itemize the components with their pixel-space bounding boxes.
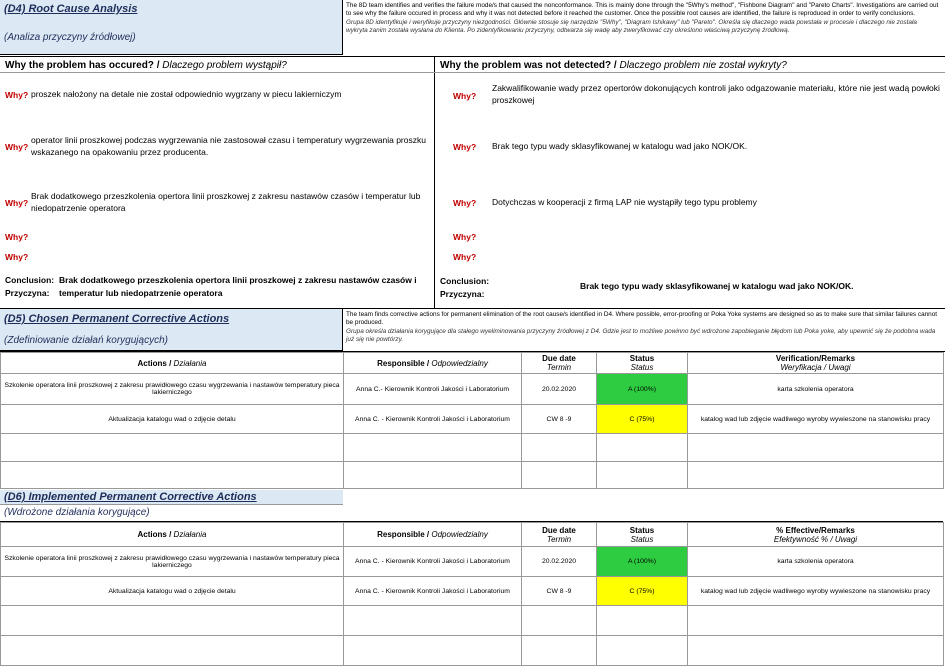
conclusion-label-pl: Przyczyna: xyxy=(5,288,50,298)
col-actions-pl: Działania xyxy=(173,358,207,368)
occurred-heading: Why the problem has occured? / Dlaczego problem wystąpił? xyxy=(5,60,287,71)
conclusion-right: Brak tego typu wady sklasyfikowanej w katalogu wad jako NOK/OK. xyxy=(580,281,854,291)
col-verification-pl: Weryfikacja / Uwagi xyxy=(780,363,851,372)
col-status-en: Status xyxy=(629,354,655,363)
table-row xyxy=(1,405,944,434)
occurred-heading-en: Why the problem has occured? xyxy=(5,60,154,71)
d5-subtitle: (Zdefiniowanie działań korygujących) xyxy=(4,335,168,346)
col-effective-en: % Effective/Remarks xyxy=(776,525,855,535)
due-cell: CW 8 -9 xyxy=(522,405,597,434)
col-responsible-pl: Odpowiedzialny xyxy=(431,358,488,368)
d5-actions-table xyxy=(0,352,944,489)
col-effective xyxy=(688,523,944,547)
col-responsible-en: Responsible / xyxy=(377,358,430,368)
col-actions xyxy=(1,353,344,374)
col-status-pl: Status xyxy=(630,534,654,544)
col-status xyxy=(597,523,688,547)
why-label: Why? xyxy=(5,142,29,152)
conclusion-label: Conclusion: xyxy=(5,275,55,285)
divider xyxy=(0,56,945,57)
col-actions-en: Actions / xyxy=(137,530,172,539)
table-row xyxy=(1,374,944,405)
d6-title: (D6) Implemented Permanent Corrective Actions xyxy=(4,491,257,503)
d4-description-pl: Grupa 8D identyfikuje i weryfikuje przyczyny niezgodności. Głównie stosuje się narzędzie "5Why", "Diagram Ishikawy" lub "Pareto". Określa się dlaczego wada powstała w procesie i dlaczego nie została wykryta zanim została wysłana do Klienta. Po zidentyfikowaniu przyczyny, odtwarza się wadę aby zweryfikować czy określono właściwą przyczynę źródłową. xyxy=(346,18,917,34)
notdetected-why-2: Brak tego typu wady sklasyfikowanej w katalogu wad jako NOK/OK. xyxy=(492,141,748,151)
conclusion-label-left xyxy=(5,274,54,300)
notdetected-why-3: Dotychczas w kooperacji z firmą LAP nie wystąpiły tego typu problemy xyxy=(492,197,757,207)
conclusion-label-pl: Przyczyna: xyxy=(440,289,485,299)
conclusion-label: Conclusion: xyxy=(440,276,490,286)
why-label: Why? xyxy=(453,252,477,262)
col-actions-en: Actions / xyxy=(137,358,172,368)
why-label: Why? xyxy=(5,252,29,262)
col-status-pl: Status xyxy=(630,363,654,372)
d5-description xyxy=(346,311,940,344)
occurred-heading-pl: Dlaczego problem wystąpił? xyxy=(162,60,287,71)
why-label: Why? xyxy=(453,232,477,242)
action-cell: Aktualizacja katalogu wad o zdjęcie detalu xyxy=(1,405,344,434)
status-cell: A (100%) xyxy=(597,547,688,577)
action-cell: Szkolenie operatora linii proszkowej z zakresu prawidłowego czasu wygrzewania i nastawów temperatury pieca lakierniczego xyxy=(1,374,344,405)
status-cell: C (75%) xyxy=(597,405,688,434)
notdetected-heading-pl: Dlaczego problem nie został wykryty? xyxy=(619,60,787,71)
responsible-cell: Anna C.- Kierownik Kontroli Jakości i Laboratorium xyxy=(344,374,522,405)
col-verification xyxy=(688,353,944,374)
table-row xyxy=(1,434,944,462)
col-actions-pl: Działania xyxy=(173,530,207,539)
conclusion-label-right xyxy=(440,275,489,301)
table-row xyxy=(1,462,944,489)
table-header-row xyxy=(1,353,944,374)
d4-subtitle: (Analiza przyczyny źródłowej) xyxy=(4,32,136,43)
col-due xyxy=(522,353,597,374)
due-cell: 20.02.2020 xyxy=(522,547,597,577)
col-verification-en: Verification/Remarks xyxy=(775,354,856,363)
col-actions xyxy=(1,523,344,547)
d4-title: (D4) Root Cause Analysis xyxy=(4,3,138,15)
d5-description-en: The team finds corrective actions for permanent elimination of the root cause/s identified in D4. Where possible, error-proofing or Poka Yoke systems are designed so as to make sure that similar failures cannot be produced. xyxy=(346,311,938,326)
notdetected-heading: Why the problem was not detected? / Dlaczego problem nie został wykryty? xyxy=(440,60,787,71)
remark-cell: katalog wad lub zdjęcie wadliwego wyroby wywieszone na stanowisku pracy xyxy=(688,577,944,606)
table-row xyxy=(1,636,944,666)
d4-description xyxy=(346,2,940,35)
conclusion-left: Brak dodatkowego przeszkolenia opertora linii proszkowej z zakresu nastawów czasów i temperatur lub niedopatrzenie operatora xyxy=(59,275,417,298)
col-due-pl: Termin xyxy=(546,363,572,372)
due-cell: CW 8 -9 xyxy=(522,577,597,606)
notdetected-heading-en: Why the problem was not detected? xyxy=(440,60,612,71)
divider xyxy=(0,72,945,73)
action-cell: Aktualizacja katalogu wad o zdjęcie detalu xyxy=(1,577,344,606)
d5-description-pl: Grupa określa działania korygujące dla stałego wyeliminowania przyczyny źródłowej z D4. Gdzie jest to możliwe powinno być wdrożone zapobieganie błędom lub Poka yoke, aby upewnić się że podobna wada już się nie powtórzy. xyxy=(346,327,936,343)
occurred-why-2: operator linii proszkowej podczas wygrzewania nie zastosował czasu i temperatury wygrzewania proszku wskazanego na opakowaniu przez producenta. xyxy=(31,135,426,157)
table-row xyxy=(1,606,944,636)
table-row xyxy=(1,577,944,606)
occurred-why-1: proszek nałożony na detale nie został odpowiednio wygrzany w piecu lakierniczym xyxy=(31,89,342,99)
col-responsible xyxy=(344,523,522,547)
action-cell: Szkolenie operatora linii proszkowej z zakresu prawidłowego czasu wygrzewania i nastawów temperatury pieca lakierniczego xyxy=(1,547,344,577)
column-divider xyxy=(434,57,435,308)
col-due-en: Due date xyxy=(542,354,576,363)
col-due xyxy=(522,523,597,547)
status-cell: C (75%) xyxy=(597,577,688,606)
col-status-en: Status xyxy=(629,525,655,535)
d6-subtitle: (Wdrożone działania korygujące) xyxy=(4,507,150,518)
col-responsible-pl: Odpowiedzialny xyxy=(431,530,488,539)
col-due-pl: Termin xyxy=(546,534,572,544)
occurred-why-3: Brak dodatkowego przeszkolenia opertora linii proszkowej z zakresu nastawów czasów i temperatur lub niedopatrzenie operatora xyxy=(31,191,421,213)
responsible-cell: Anna C. - Kierownik Kontroli Jakości i Laboratorium xyxy=(344,547,522,577)
d6-actions-table xyxy=(0,522,944,666)
why-label: Why? xyxy=(453,91,477,101)
responsible-cell: Anna C. - Kierownik Kontroli Jakości i Laboratorium xyxy=(344,405,522,434)
remark-cell: katalog wad lub zdjęcie wadliwego wyroby wywieszone na stanowisku pracy xyxy=(688,405,944,434)
why-label: Why? xyxy=(5,90,29,100)
col-status xyxy=(597,353,688,374)
d5-title: (D5) Chosen Permanent Corrective Actions xyxy=(4,313,230,325)
why-label: Why? xyxy=(453,142,477,152)
table-header-row xyxy=(1,523,944,547)
notdetected-why-1: Zakwalifikowanie wady przez opertorów dokonujących kontroli jako odgazowanie materiału, które nie jest wadą powłoki proszkowej xyxy=(492,83,940,105)
remark-cell: karta szkolenia operatora xyxy=(688,547,944,577)
why-label: Why? xyxy=(5,232,29,242)
col-effective-pl: Efektywność % / Uwagi xyxy=(773,534,858,544)
table-row xyxy=(1,547,944,577)
col-responsible xyxy=(344,353,522,374)
status-cell: A (100%) xyxy=(597,374,688,405)
col-responsible-en: Responsible / xyxy=(377,530,430,539)
why-label: Why? xyxy=(5,198,29,208)
due-cell: 20.02.2020 xyxy=(522,374,597,405)
remark-cell: karta szkolenia operatora xyxy=(688,374,944,405)
d4-description-en: The 8D team identifies and verifies the failure mode/s that caused the nonconformance. This is mainly done through the "5Why's method", "Fishbone Diagram" and "Pareto Charts". Investigations are carried out to see why the failure occured in process and why it was not detected before it reached the customer. Once the possible root causes are identified, the failure is reproduced in order to verify conclusions. xyxy=(346,2,939,17)
col-due-en: Due date xyxy=(542,525,576,535)
why-label: Why? xyxy=(453,198,477,208)
responsible-cell: Anna C. - Kierownik Kontroli Jakości i Laboratorium xyxy=(344,577,522,606)
